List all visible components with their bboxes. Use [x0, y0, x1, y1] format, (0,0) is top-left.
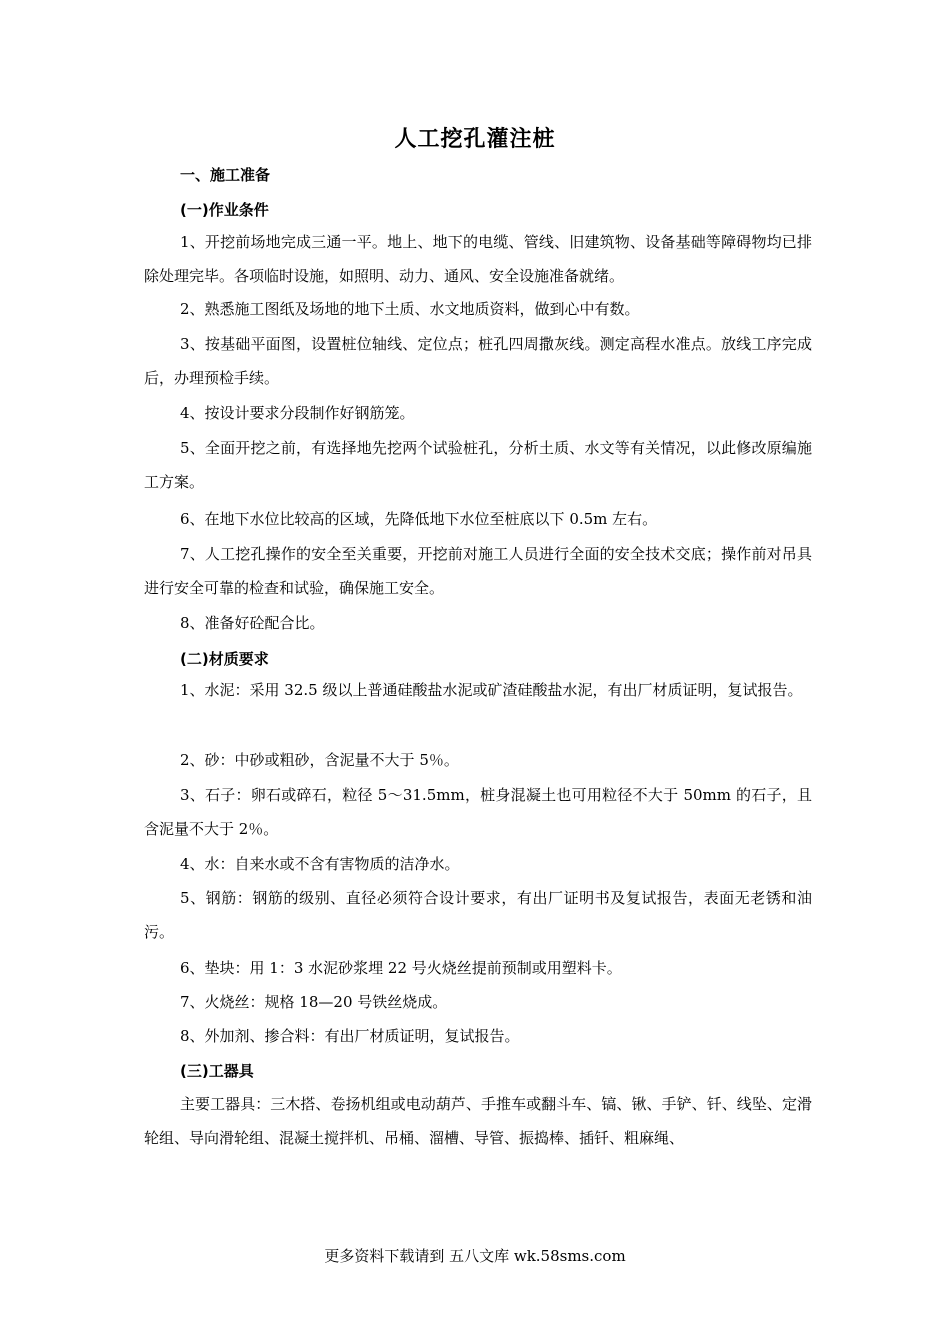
paragraph: 7、人工挖孔操作的安全至关重要，开挖前对施工人员进行全面的安全技术交底；操作前对吊具进行安全可靠的检查和试验，确保施工安全。 — [144, 545, 812, 597]
paragraph: 主要工器具：三木搭、卷扬机组或电动葫芦、手推车或翻斗车、镐、锹、手铲、钎、线坠、定滑轮组、导向滑轮组、混凝土搅拌机、吊桶、溜槽、导管、振捣棒、插钎、粗麻绳、 — [144, 1095, 812, 1147]
section-heading-preparation: 一、施工准备 — [180, 166, 271, 184]
subsection-heading-conditions: (一)作业条件 — [180, 201, 269, 219]
paragraph: 6、在地下水位比较高的区域，先降低地下水位至桩底以下 0.5m 左右。 — [180, 510, 658, 528]
subsection-heading-materials: (二)材质要求 — [180, 650, 269, 668]
paragraph: 7、火烧丝：规格 18—20 号铁丝烧成。 — [180, 993, 448, 1011]
subsection-heading-tools: (三)工器具 — [180, 1062, 254, 1080]
paragraph: 6、垫块：用 1：3 水泥砂浆埋 22 号火烧丝提前预制或用塑料卡。 — [180, 959, 622, 977]
paragraph: 2、熟悉施工图纸及场地的地下土质、水文地质资料，做到心中有数。 — [180, 300, 640, 318]
document-title: 人工挖孔灌注桩 — [394, 127, 556, 152]
paragraph: 2、砂：中砂或粗砂，含泥量不大于 5％。 — [180, 751, 459, 769]
paragraph: 3、石子：卵石或碎石，粒径 5～31.5mm，桩身混凝土也可用粒径不大于 50mm 的石子，且含泥量不大于 2％。 — [144, 786, 812, 838]
page-footer: 更多资料下载请到 五八文库 wk.58sms.com — [324, 1247, 626, 1265]
paragraph: 4、水：自来水或不含有害物质的洁净水。 — [180, 855, 460, 873]
paragraph: 8、外加剂、掺合料：有出厂材质证明，复试报告。 — [180, 1027, 520, 1045]
paragraph: 1、水泥：采用 32.5 级以上普通硅酸盐水泥或矿渣硅酸盐水泥，有出厂材质证明，复试报告。 — [180, 681, 803, 699]
paragraph: 3、按基础平面图，设置桩位轴线、定位点；桩孔四周撒灰线。测定高程水准点。放线工序完成后，办理预检手续。 — [144, 335, 812, 387]
paragraph: 5、钢筋：钢筋的级别、直径必须符合设计要求，有出厂证明书及复试报告，表面无老锈和油污。 — [144, 889, 812, 941]
paragraph: 5、全面开挖之前，有选择地先挖两个试验桩孔，分析土质、水文等有关情况，以此修改原编施工方案。 — [144, 439, 812, 491]
paragraph: 1、开挖前场地完成三通一平。地上、地下的电缆、管线、旧建筑物、设备基础等障碍物均已排除处理完毕。各项临时设施，如照明、动力、通风、安全设施准备就绪。 — [144, 233, 812, 285]
paragraph: 4、按设计要求分段制作好钢筋笼。 — [180, 404, 415, 422]
paragraph: 8、准备好砼配合比。 — [180, 614, 325, 632]
